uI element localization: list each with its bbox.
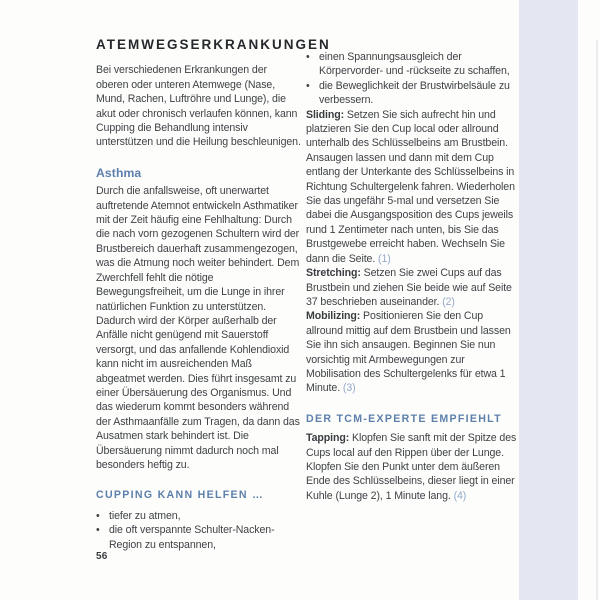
page-number: 56 bbox=[96, 551, 108, 562]
bullet-icon: • bbox=[306, 79, 310, 92]
benefit-text: die Beweglichkeit der Brustwirbelsäule zu verbessern. bbox=[319, 79, 510, 107]
technique-paragraph-mobilizing bbox=[306, 309, 519, 395]
chapter-thumb-tab bbox=[519, 0, 578, 600]
technique-label: Mobilizing: bbox=[306, 310, 361, 323]
right-column bbox=[306, 50, 519, 503]
technique-paragraph-tapping bbox=[306, 431, 519, 503]
subheading-cupping-helps: CUPPING KANN HELFEN … bbox=[96, 489, 264, 502]
page-edge-shadow bbox=[596, 40, 598, 600]
bullet-icon: • bbox=[96, 524, 100, 537]
bullet-icon: • bbox=[306, 51, 310, 63]
section-heading-asthma: Asthma bbox=[96, 165, 142, 180]
bullet-icon: • bbox=[96, 509, 100, 522]
technique-paragraph-stretching bbox=[306, 266, 519, 309]
technique-paragraph-sliding bbox=[306, 108, 519, 266]
asthma-paragraph: Durch die anfallsweise, oft unerwartet auftretende Atemnot entwickeln Asthmatiker mit der Zeit häufig eine Fehlhaltung: Durch die nach vorn gezogenen Schultern wird der Brustbereich dauerhaft zusammengezogen, was die Atmung noch weiter behindert. Dem Zwerchfell fehlt die nötige Bewegungsfreiheit, um die Lunge in ihrer natürlichen Funktion zu unterstützen. Dadurch wird der Körper außerhalb der Anfälle nicht genügend mit Sauerstoff versorgt, und das anfallende Kohlendioxid kann nicht im ausreichenden Maß abgeatmet werden. Dies führt insgesamt zu einer Übersäuerung des Organismus. Und das wiederum kommt besonders während der Asthmaanfälle zum Tragen, da dann das Ausatmen stark behindert ist. Die Übersäuerung nimmt dadurch noch mal besonders heftig zu. bbox=[96, 185, 300, 471]
figure-reference: (1) bbox=[378, 252, 391, 265]
benefits-list-left bbox=[96, 509, 302, 552]
intro-paragraph: Bei verschiedenen Erkrankungen der oberen oder unteren Atemwege (Nase, Mund, Rachen, Luftröhre und Lunge), die akut oder chronisch verlaufen können, kann Cupping die Behandlung intensiv unterstützen und die Heilung beschleunigen. bbox=[96, 64, 301, 149]
technique-text: Klopfen Sie sanft mit der Spitze des Cups local auf den Rippen über der Lunge. Klopfen Sie den Punkt unter dem äußeren Ende des Schlüsselbeins, dieser liegt in einer Kuhle (Lunge 2), 1 Minute lang. bbox=[306, 432, 517, 502]
technique-label: Tapping: bbox=[306, 432, 350, 445]
list-item bbox=[306, 79, 519, 108]
benefit-text: die oft verspannte Schulter-Nacken-Region zu entspannen, bbox=[109, 524, 275, 551]
list-item bbox=[306, 50, 519, 79]
figure-reference: (2) bbox=[442, 295, 455, 308]
benefits-list-right bbox=[306, 50, 519, 108]
technique-label: Stretching: bbox=[306, 267, 361, 280]
figure-reference: (3) bbox=[342, 382, 356, 395]
figure-reference: (4) bbox=[453, 489, 467, 502]
technique-text: Setzen Sie sich aufrecht hin und platzieren Sie den Cup local oder allround unterhalb des Schlüsselbeins am Brustbein. Ansaugen lassen und dann mit dem Cup entlang der Unterkante des Schlüsselbeins in Richtung Schultergelenk fahren. Wiederholen Sie das ungefähr 5-mal und versetzen Sie dabei die Ausgangsposition des Cups jeweils rund 1 Zentimeter nach unten, bis Sie das Brustgewebe erreicht haben. Wechseln Sie dann die Seite. bbox=[306, 108, 515, 265]
benefit-text: tiefer zu atmen, bbox=[109, 509, 181, 522]
list-item bbox=[96, 523, 302, 552]
list-item bbox=[96, 509, 302, 523]
technique-text: Setzen Sie zwei Cups auf das Brustbein und ziehen Sie beide wie auf Seite 37 beschrieben auseinander. bbox=[306, 267, 512, 308]
technique-label: Sliding: bbox=[306, 108, 345, 121]
benefit-text: einen Spannungsausgleich der Körpervorder- und -rückseite zu schaffen, bbox=[319, 51, 510, 78]
subheading-tcm-expert: DER TCM-EXPERTE EMPFIEHLT bbox=[306, 412, 502, 425]
technique-text: Positionieren Sie den Cup allround mittig auf dem Brustbein und lassen Sie ihn sich ansaugen. Beginnen Sie nun vorsichtig mit Armbewegungen zur Mobilisation des Schultergelenks für etwa 1 Minute. bbox=[306, 310, 511, 395]
page-title: ATEMWEGSERKRANKUNGEN bbox=[96, 37, 331, 52]
